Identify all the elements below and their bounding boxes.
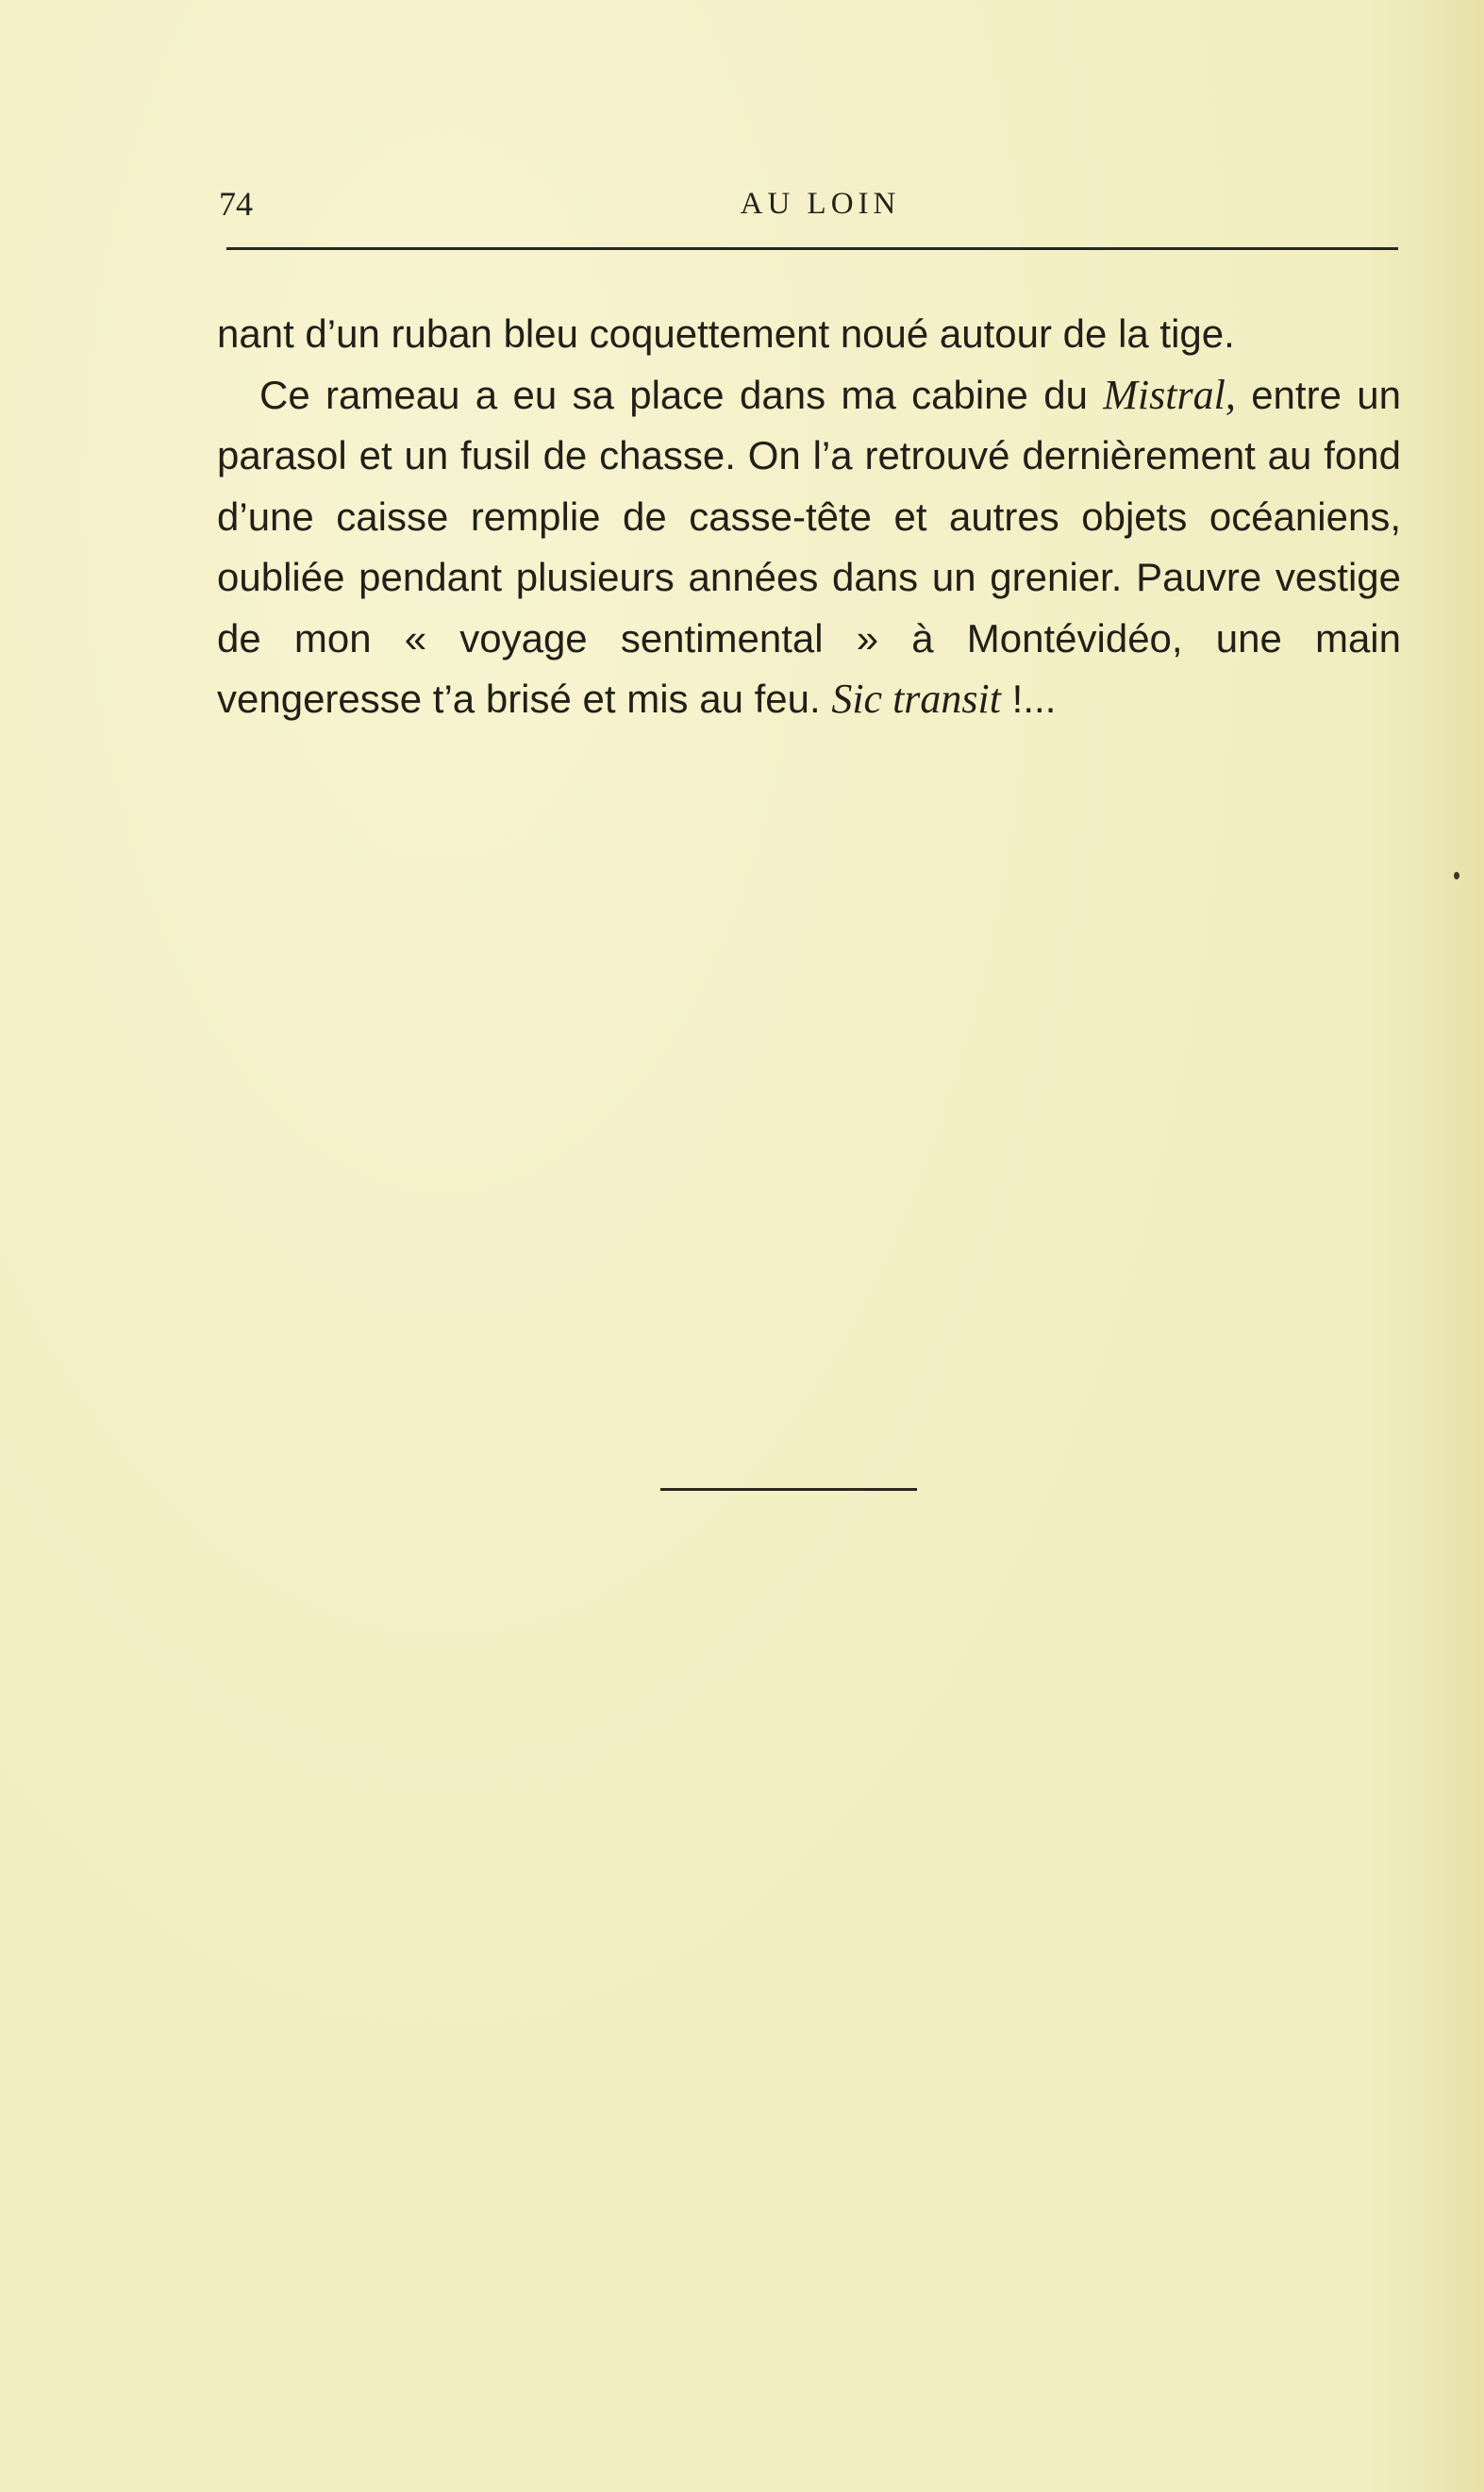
paragraph-2-part-3: !... (1001, 677, 1057, 721)
running-title: AU LOIN (740, 187, 901, 221)
paragraph-2-part-1: Ce rameau a eu sa place dans ma cabine du (259, 372, 1104, 417)
body-text (217, 304, 1401, 730)
paragraph-2 (217, 365, 1401, 730)
paragraph-1: nant d’un ruban bleu coquettement noué autour de la tige. (217, 311, 1235, 356)
latin-phrase-italic: Sic transit (831, 676, 1002, 722)
header-rule (226, 247, 1398, 250)
paper-speck (1454, 872, 1459, 879)
running-head (219, 185, 1394, 223)
ship-name-italic: Mistral, (1103, 371, 1236, 418)
end-of-chapter-rule (660, 1488, 917, 1491)
paragraph-2-part-2: entre un parasol et un fusil de chasse. On l’a retrouvé dernièrement au fond d’une caisse remplie de casse-tête et autres objets océaniens, oubliée pendant plusieurs années dans un grenier. Pauvre vestige de mon « voyage sentimental » à Montévidéo, une main vengeresse t’a brisé et mis au feu. (217, 372, 1401, 721)
page-number: 74 (219, 185, 253, 223)
